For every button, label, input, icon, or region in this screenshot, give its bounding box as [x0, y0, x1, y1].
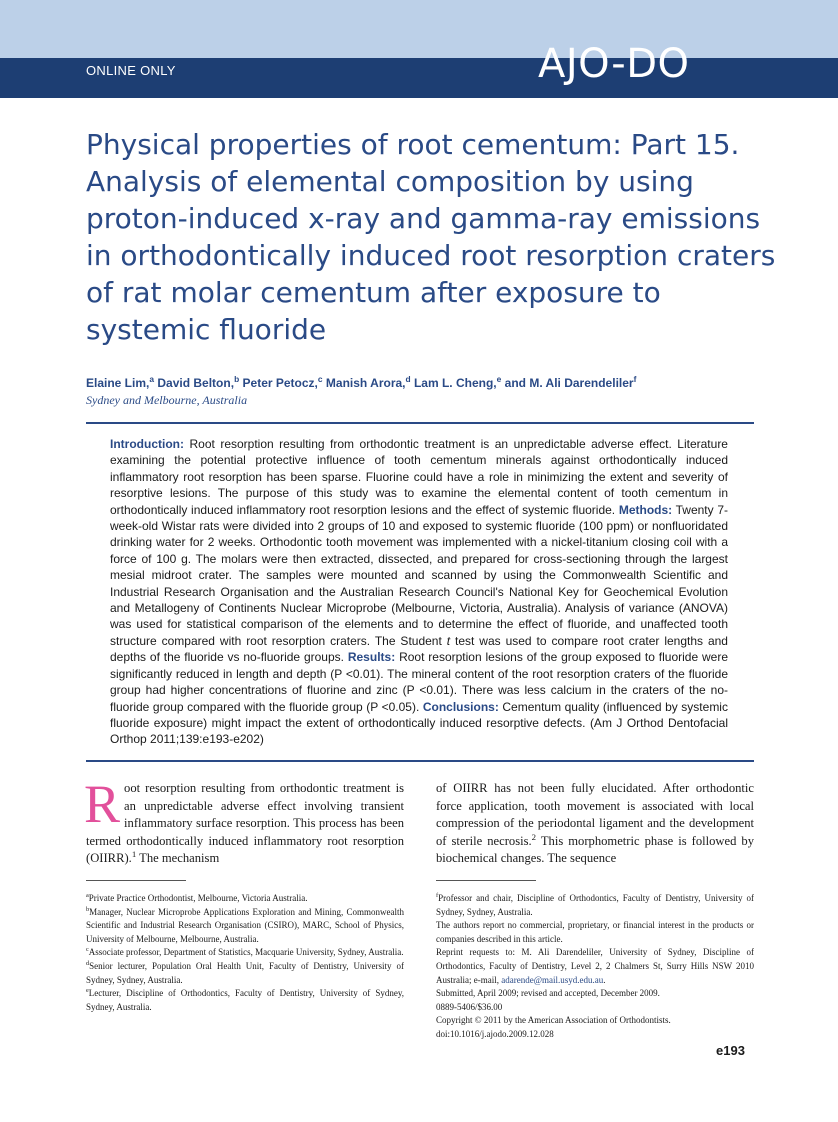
footnote-text: Manager, Nuclear Microprobe Applications Exploration and Mining, Commonwealth Scientific and Industrial Research Organisation (CSIRO), MARC, School of Physics, University of Melbourne, Melbourne, Australia. — [86, 906, 404, 944]
author-name: Peter Petocz, — [242, 376, 318, 390]
footnote-text: Professor and chair, Discipline of Orthodontics, Faculty of Dentistry, University of Sydney, Sydney, Australia. — [436, 893, 754, 917]
author-name: Manish Arora, — [325, 376, 406, 390]
abstract — [110, 436, 728, 748]
footnote — [86, 960, 404, 987]
reference-mark: 1 — [131, 849, 137, 860]
author-name: and M. Ali Darendeliler — [504, 376, 634, 390]
author-name: Lam L. Cheng, — [413, 376, 497, 390]
article-title: Physical properties of root cementum: Part 15. Analysis of elemental composition by using proton-induced x-ray and gamma-ray emissions in orthodontically induced root resorption craters of rat molar cementum after exposure to systemic fluoride — [86, 128, 776, 346]
abstract-heading-results: Results: — [347, 650, 396, 665]
footnote-mark: a — [86, 892, 89, 899]
reprint-text: Reprint requests to: M. Ali Darendeliler, University of Sydney, Discipline of Orthodontics, Faculty of Dentistry, Level 2, 2 Chalmers St, Surry Hills NSW 2010 Australia; e-mail, — [436, 947, 754, 985]
body-column-right — [436, 780, 754, 868]
author-mark: e — [496, 374, 502, 384]
footnote-text: Associate professor, Department of Statistics, Macquarie University, Sydney, Australia. — [88, 947, 404, 958]
abstract-heading-introduction: Introduction: — [110, 437, 184, 451]
abstract-methods-tail: test was used to compare root crater lengths and depths of the fluoride vs no-fluoride groups. — [110, 633, 728, 665]
footnote-mark: b — [86, 905, 90, 913]
abstract-citation: (Am J Orthod Dentofacial Orthop 2011;139:e193-e202) — [110, 715, 729, 747]
email-link[interactable]: adarende@mail.usyd.edu.au — [501, 974, 604, 985]
reprint-tail: . — [603, 974, 606, 985]
body-text: This morphometric phase is followed by biochemical changes. The sequence — [436, 833, 754, 866]
footnotes-right — [436, 892, 754, 1042]
abstract-methods: Twenty 7-week-old Wistar rats were divided into 2 groups of 10 and exposed to systemic fluoride (100 ppm) or nonfluoridated drinking water for 2 weeks. Orthodontic tooth movement was implemented with a nickel-titanium closing coil with a force of 100 g. The molars were then extracted, dissected, and prepared for cross-sectioning through the largest mesial midroot crater. The samples were mounted and scanned by using the Commonwealth Scientific and Industrial Research Organisation and the Australian Research Council's National Key for Geochemical Evolution and Metallogeny of Continents Nuclear Microprobe (Melbourne, Victoria, Australia). Analysis of variance (ANOVA) was used for statistical comparison of the elements and to determine the effect of fluoride, and unaffected tooth structure compared with root resorption craters. The Student — [110, 502, 728, 648]
abstract-conclusions: Cementum quality (influenced by systemic fluoride exposure) might impact the extent of orthodontically induced resorptive defects. — [110, 699, 728, 730]
abstract-introduction: Root resorption resulting from orthodontic treatment is an unpredictable adverse effect. Literature examining the potential protective influence of tooth cementum minerals against orthodontically induced inflammatory root resorption has been sparse. Fluorine could have a role in minimizing the extent and severity of resorptive lesions. The purpose of this study was to examine the elemental content of tooth cementum in orthodontically induced inflammatory root resorption lesions and the effect of systemic fluoride. — [110, 437, 728, 517]
journal-logo: AJO-DO — [538, 41, 690, 87]
abstract-bottom-rule — [86, 760, 754, 762]
footnote-text: Lecturer, Discipline of Orthodontics, Faculty of Dentistry, University of Sydney, Sydney, Australia. — [86, 988, 404, 1012]
footnote-rule-left — [86, 880, 186, 881]
footnote-text: Private Practice Orthodontist, Melbourne, Victoria Australia. — [88, 893, 308, 903]
footnote-mark: d — [86, 959, 90, 967]
author-mark: a — [149, 374, 155, 384]
abstract-heading-conclusions: Conclusions: — [422, 699, 499, 714]
abstract-top-rule — [86, 422, 754, 424]
page-number: e193 — [716, 1043, 745, 1058]
author-mark: b — [234, 374, 240, 384]
section-label: ONLINE ONLY — [86, 63, 176, 78]
footnote — [86, 946, 404, 960]
footnote — [436, 892, 754, 919]
submitted-dates: Submitted, April 2009; revised and accepted, December 2009. — [436, 988, 660, 999]
footnote-mark: c — [86, 946, 89, 954]
abstract-heading-methods: Methods: — [618, 502, 673, 517]
body-text: The mechanism — [139, 851, 220, 866]
reprint-requests — [436, 946, 754, 987]
body-column-left — [84, 774, 404, 868]
top-band — [0, 0, 838, 58]
issn: 0889-5406/$36.00 — [436, 1001, 503, 1012]
footnote-mark: e — [86, 987, 89, 995]
footnote-mark: f — [436, 892, 439, 899]
doi: doi:10.1016/j.ajodo.2009.12.028 — [436, 1028, 554, 1039]
author-mark: c — [317, 374, 323, 384]
footnote-rule-right — [436, 880, 536, 881]
body-text: oot resorption resulting from orthodontic treatment is an unpredictable adverse effect involving transient inflammatory surface resorption. This process has been termed orthodontically induced inflammatory root resorption (OIIRR). — [86, 781, 404, 866]
affiliation: Sydney and Melbourne, Australia — [86, 393, 248, 407]
author-name: Elaine Lim, — [86, 376, 150, 390]
abstract-methods-italic: t — [446, 633, 451, 648]
author-mark: d — [405, 374, 411, 384]
footnote — [86, 892, 404, 906]
reference-mark: 2 — [531, 831, 537, 842]
footnote-text: Senior lecturer, Population Oral Health Unit, Faculty of Dentistry, University of Sydney, Sydney, Australia. — [86, 960, 404, 985]
author-mark: f — [633, 374, 637, 384]
body-text: of OIIRR has not been fully elucidated. After orthodontic force application, tooth movement is associated with local compression of the periodontal ligament and the development of sterile necrosis. — [436, 781, 754, 848]
abstract-results: Root resorption lesions of the group exposed to fluoride were significantly reduced in length and depth (P <0.01). The mineral content of the root resorption craters of the fluoride group had higher concentrations of fluorine and zinc (P <0.01). There was less calcium in the craters of the no-fluoride group compared with the fluoride group (P <0.05). — [110, 650, 728, 714]
footnotes-left — [86, 892, 404, 1014]
footnote — [86, 987, 404, 1014]
author-list — [86, 376, 786, 390]
footnote — [86, 906, 404, 947]
author-name: David Belton, — [157, 376, 235, 390]
disclosure: The authors report no commercial, proprietary, or financial interest in the products or companies described in this article. — [436, 920, 754, 944]
dropcap: R — [84, 774, 121, 834]
copyright: Copyright © 2011 by the American Association of Orthodontists. — [436, 1015, 671, 1026]
